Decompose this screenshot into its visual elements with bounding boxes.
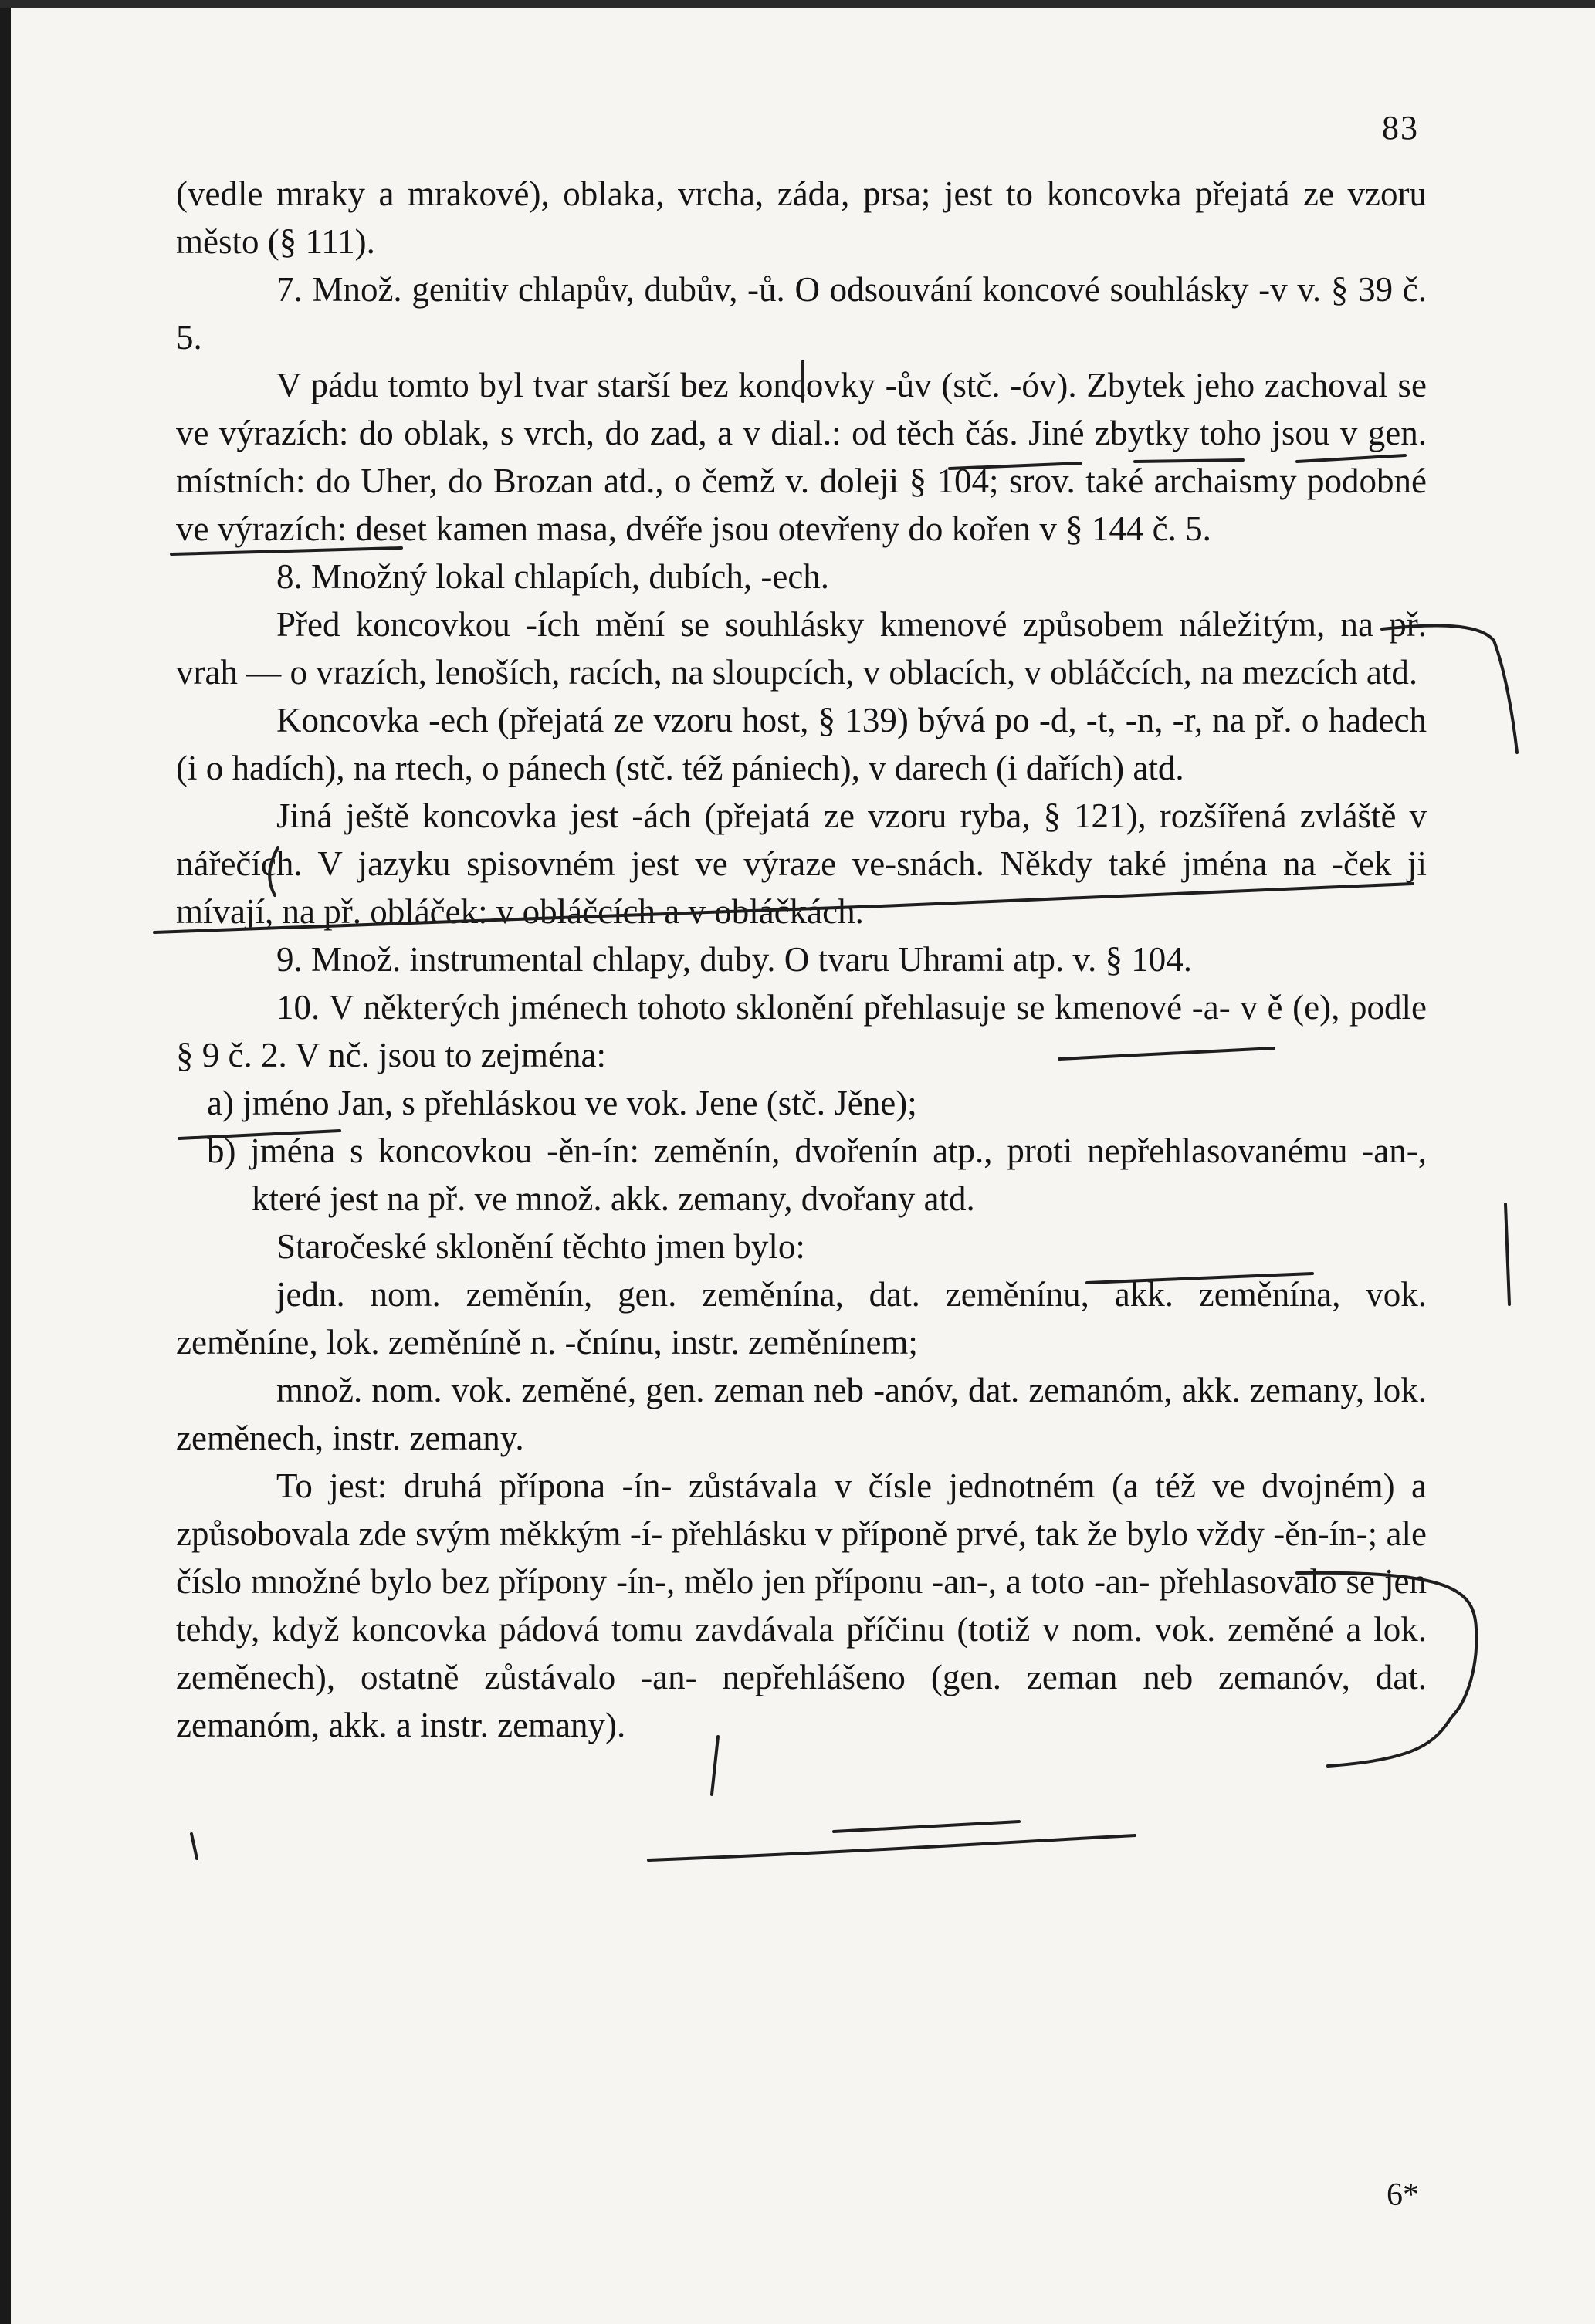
page-number: 83 — [1382, 109, 1419, 147]
page-top-edge — [0, 0, 1595, 8]
paragraph-genitive: 7. Množ. genitiv chlapův, dubův, -ů. O odsouvání koncové souhlásky -v v. § 39 č. 5. — [176, 270, 1427, 357]
paragraph: Jiná ještě koncovka jest -ách (přejatá ze vzoru ryba, § 121), rozšířená zvláště v nářečích. V jazyku spisovném jest ve výraze ve-snách. Někdy také jména na -ček ji mívají, na př. obláček: v obláčcích a v obláčkách. — [176, 797, 1427, 931]
paragraph: 10. V některých jménech tohoto sklonění přehlasuje se kmenové -a- v ě (e), podle § 9 č. 2. V nč. jsou to zejména: — [176, 988, 1427, 1074]
paragraph: V pádu tomto byl tvar starší bez koncovky -ův (stč. -óv). Zbytek jeho zachoval se ve výrazích: do oblak, s vrch, do zad, a v dial.: od těch čás. Jiné zbytky toho jsou v gen. místních: do Uher, do Brozan atd., o čemž v. doleji § 104; srov. také archaismy podobné ve výrazích: deset kamen masa, dvéře jsou otevřeny do kořen v § 144 č. 5. — [176, 366, 1427, 548]
page-body — [176, 170, 1427, 1749]
paragraph: (vedle mraky a mrakové), oblaka, vrcha, záda, prsa; jest to koncovka přejatá ze vzoru město (§ 111). — [176, 174, 1427, 261]
printer-signature: 6* — [1387, 2177, 1419, 2213]
margin-vertical-line — [1505, 1204, 1509, 1304]
page-edge-shadow — [0, 0, 11, 2324]
underline-mark — [648, 1835, 1135, 1860]
paragraph: Staročeské sklonění těchto jmen bylo: — [276, 1227, 805, 1266]
declension-singular: jedn. nom. zeměnín, gen. zeměnína, dat. zeměnínu, akk. zeměnína, vok. zeměníne, lok. zeměníně n. -čnínu, instr. zeměnínem; — [176, 1275, 1427, 1362]
paragraph: Koncovka -ech (přejatá ze vzoru host, § 139) bývá po -d, -t, -n, -r, na př. o hadech (i o hadích), na rtech, o pánech (stč. též pániech), v darech (i dařích) atd. — [176, 701, 1427, 787]
tick-mark — [191, 1834, 197, 1859]
paragraph: To jest: druhá přípona -ín- zůstávala v čísle jednotném (a též ve dvojném) a způsobovala zde svým měkkým -í- přehlásku v příponě prvé, tak že bylo vždy -ěn-ín-; ale číslo množné bylo bez přípony -ín-, mělo jen příponu -an-, a toto -an- přehlasovalo se jen tehdy, když koncovka pádová tomu zavdávala příčinu (totiž v nom. vok. zeměné a lok. zeměnech), ostatně zůstávalo -an- nepřehlášeno (gen. zeman neb zemanóv, dat. zemanóm, akk. a instr. zemany). — [176, 1466, 1427, 1744]
list-item-a: a) jméno Jan, s přehláskou ve vok. Jene (stč. Jěne); — [207, 1084, 917, 1122]
declension-plural: množ. nom. vok. zeměné, gen. zeman neb -anóv, dat. zemanóm, akk. zemany, lok. zeměnech, instr. zemany. — [176, 1371, 1427, 1457]
paragraph: Před koncovkou -ích mění se souhlásky kmenové způsobem náležitým, na př. vrah — o vrazích, lenoších, racích, na sloupcích, v oblacích, v obláčcích, na mezcích atd. — [176, 605, 1427, 692]
paragraph-instrumental: 9. Množ. instrumental chlapy, duby. O tvaru Uhrami atp. v. § 104. — [276, 940, 1193, 979]
list-item-b: b) jména s koncovkou -ěn-ín: zeměnín, dvořenín atp., proti nepřehlasovanému -an-, které jest na př. ve množ. akk. zemany, dvořany atd. — [207, 1132, 1427, 1218]
underline-mark — [834, 1822, 1019, 1832]
paragraph-locative: 8. Množný lokal chlapích, dubích, -ech. — [276, 557, 830, 596]
